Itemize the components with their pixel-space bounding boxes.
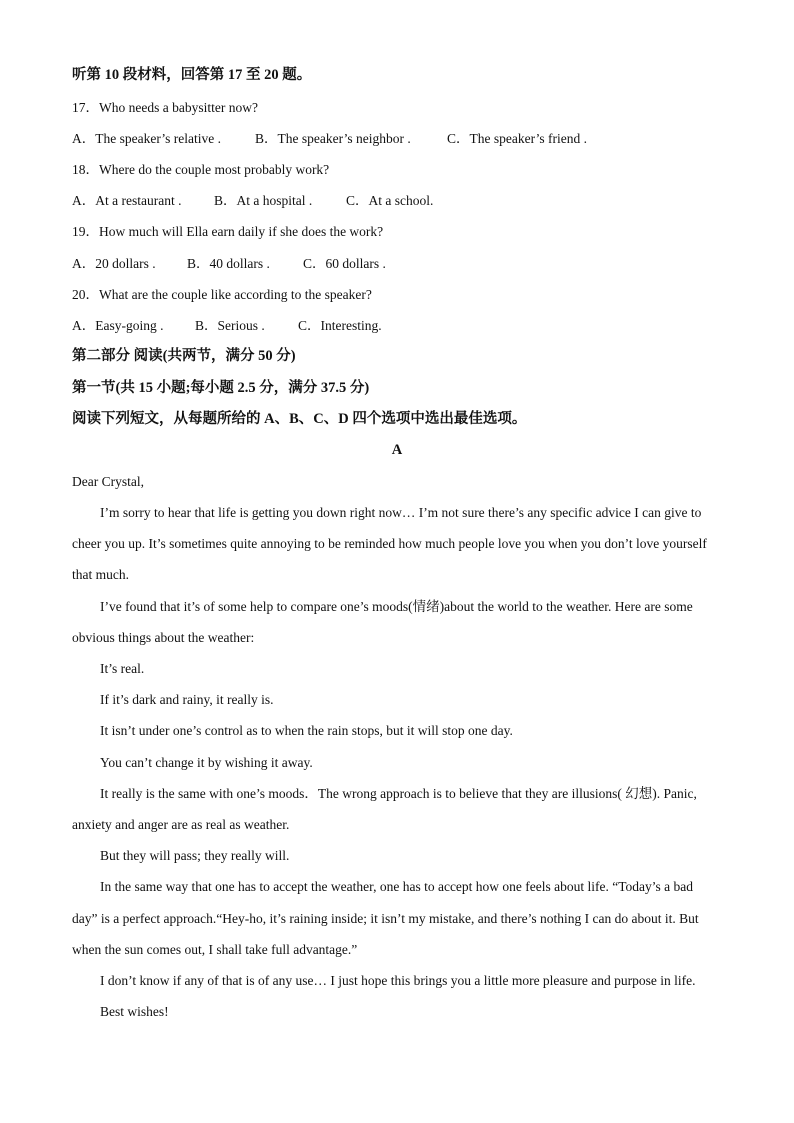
option-a: A．The speaker’s relative . [72,131,221,146]
reading-part-heading: 第二部分 阅读(共两节，满分 50 分) [72,348,296,364]
option-b: B．At a hospital . [214,193,313,208]
passage-line: But they will pass; they really will. [100,848,290,863]
option-a: A．At a restaurant . [72,193,182,208]
passage-line: that much. [72,567,129,582]
question-20: 20．What are the couple like according to the speaker? [72,287,372,302]
passage-line: It really is the same with one’s moods．The wrong approach is to believe that they are illusions( 幻想). Panic, [100,786,697,801]
listening-heading: 听第 10 段材料，回答第 17 至 20 题。 [72,67,312,83]
options-18 [72,192,433,210]
passage-line: day” is a perfect approach.“Hey-ho, it’s raining inside; it isn’t my mistake, and there’s nothing I can do about it. But [72,911,699,926]
passage-line: In the same way that one has to accept the weather, one has to accept how one feels about life. “Today’s a bad [100,879,694,894]
question-19: 19．How much will Ella earn daily if she does the work? [72,224,384,239]
option-c: C．The speaker’s friend . [447,131,587,146]
options-20 [72,317,382,335]
option-c: C．At a school. [346,193,434,208]
passage-line: when the sun comes out, I shall take full advantage.” [72,942,358,957]
reading-section-heading: 第一节(共 15 小题;每小题 2.5 分，满分 37.5 分) [72,380,370,396]
passage-line: cheer you up. It’s sometimes quite annoying to be reminded how much people love you when you don’t love yourself [72,536,707,551]
options-19 [72,255,386,273]
passage-line: I don’t know if any of that is of any use… I just hope this brings you a little more pleasure and purpose in life. [100,973,696,988]
passage-line: anxiety and anger are as real as weather. [72,817,290,832]
reading-instruction: 阅读下列短文，从每题所给的 A、B、C、D 四个选项中选出最佳选项。 [72,411,527,427]
passage-line: obvious things about the weather: [72,630,255,645]
passage-line: If it’s dark and rainy, it really is. [100,692,274,707]
passage-line: I’m sorry to hear that life is getting you down right now… I’m not sure there’s any specific advice I can give to [100,505,702,520]
question-17: 17．Who needs a babysitter now? [72,100,258,115]
passage-line: You can’t change it by wishing it away. [100,755,313,770]
letter-greeting: Dear Crystal, [72,474,144,489]
option-b: B．The speaker’s neighbor . [255,131,411,146]
option-a: A．20 dollars . [72,256,156,271]
option-c: C．Interesting. [298,318,382,333]
passage-line: I’ve found that it’s of some help to compare one’s moods(情绪)about the world to the weather. Here are some [100,599,693,614]
option-c: C．60 dollars . [303,256,386,271]
option-a: A．Easy-going . [72,318,164,333]
letter-closing: Best wishes! [100,1004,169,1019]
passage-line: It isn’t under one’s control as to when the rain stops, but it will stop one day. [100,723,513,738]
question-18: 18．Where do the couple most probably work? [72,162,330,177]
option-b: B．Serious . [195,318,265,333]
options-17 [72,130,587,148]
passage-line: It’s real. [100,661,145,676]
passage-label: A [391,442,403,458]
option-b: B．40 dollars . [187,256,270,271]
